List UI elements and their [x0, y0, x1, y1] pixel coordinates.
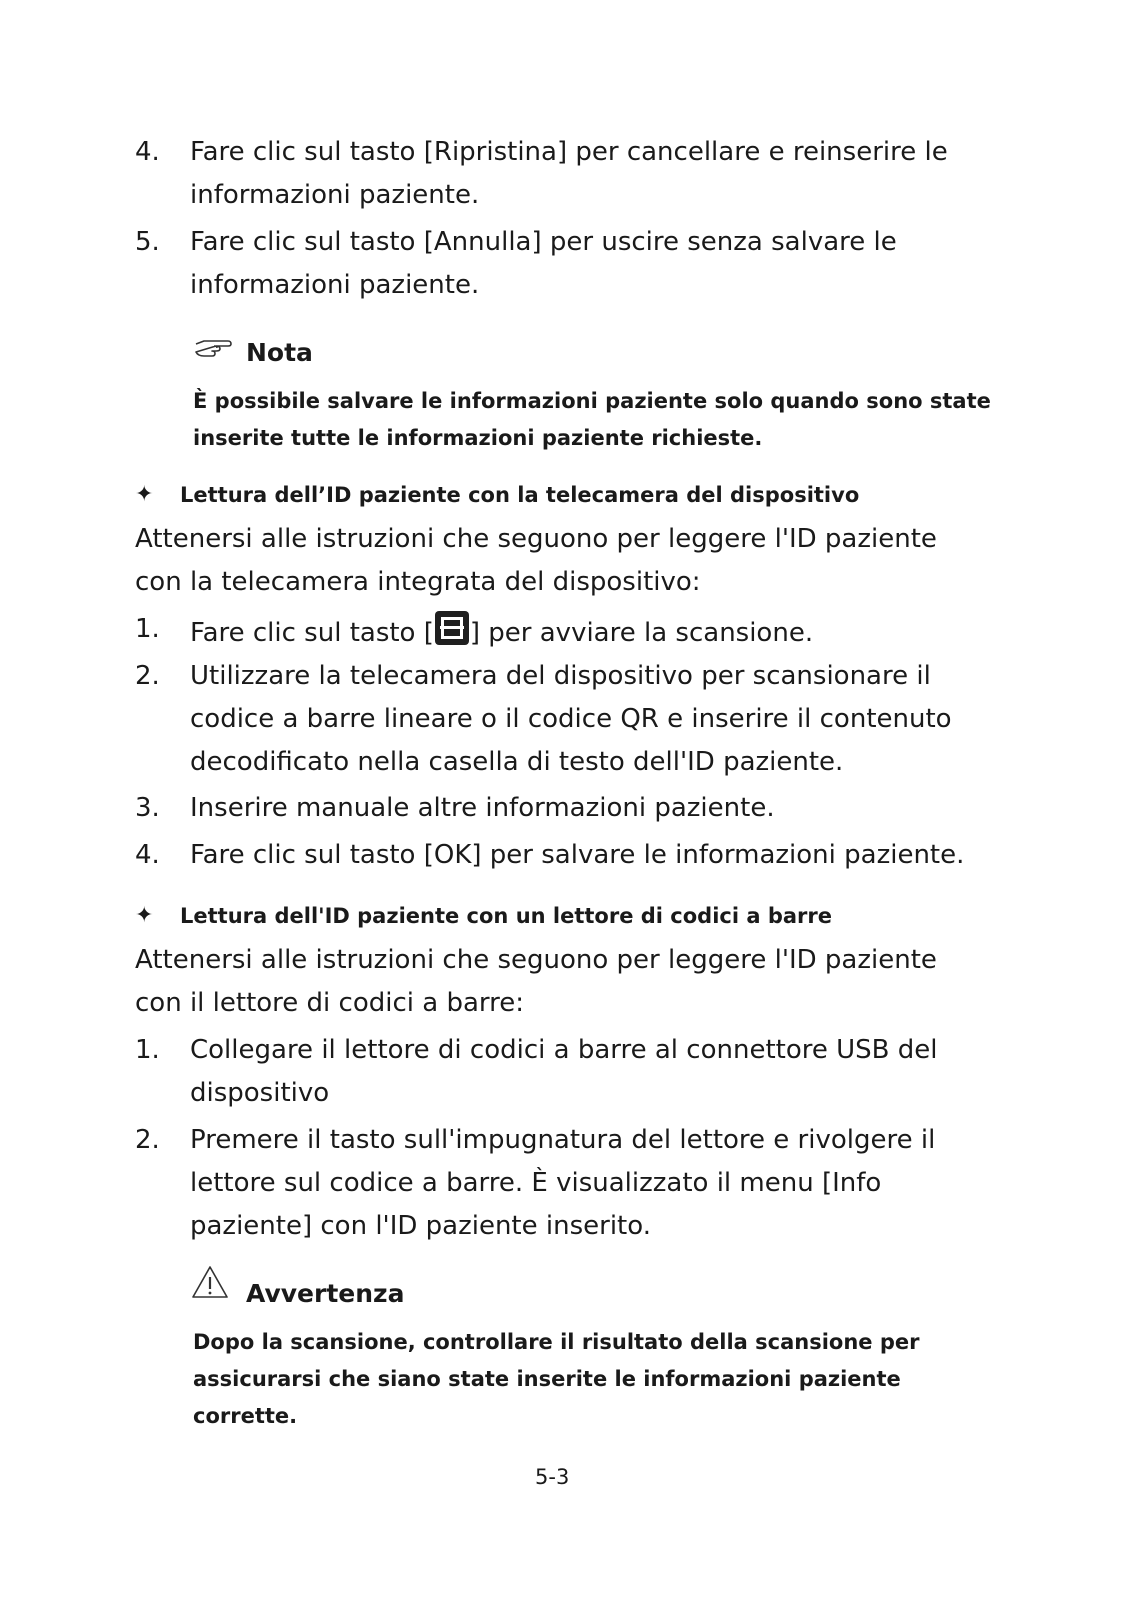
intro-text: Attenersi alle istruzioni che seguono per leggere l'ID paziente [135, 945, 937, 975]
list-number: 1. [135, 1035, 160, 1065]
list-item-text: Collegare il lettore di codici a barre al connettore USB del [190, 1035, 938, 1065]
list-item-text: Fare clic sul tasto [Annulla] per uscire senza salvare le [190, 227, 897, 257]
list-item-text: decodificato nella casella di testo dell'ID paziente. [190, 747, 844, 777]
list-item-text: Premere il tasto sull'impugnatura del lettore e rivolgere il [190, 1125, 936, 1155]
star-bullet-icon: ✦ [135, 903, 154, 928]
list-item-text: Inserire manuale altre informazioni paziente. [190, 793, 775, 823]
intro-text: con la telecamera integrata del dispositivo: [135, 567, 701, 597]
warning-text: Dopo la scansione, controllare il risultato della scansione per [193, 1330, 920, 1354]
page-number: 5-3 [535, 1465, 570, 1489]
intro-text: con il lettore di codici a barre: [135, 988, 524, 1018]
warning-text: corrette. [193, 1404, 298, 1428]
list-item-text: Fare clic sul tasto [OK] per salvare le informazioni paziente. [190, 840, 965, 870]
list-item-text: paziente] con l'ID paziente inserito. [190, 1211, 651, 1241]
section-heading: Lettura dell’ID paziente con la telecamera del dispositivo [180, 483, 860, 507]
list-number: 3. [135, 793, 160, 823]
warning-text: assicurarsi che siano state inserite le informazioni paziente [193, 1367, 901, 1391]
list-item-text [190, 611, 813, 651]
list-item-text: lettore sul codice a barre. È visualizzato il menu [Info [190, 1168, 882, 1198]
list-number: 4. [135, 137, 160, 167]
step-text-after: ] per avviare la scansione. [469, 618, 814, 648]
warning-triangle-icon [191, 1265, 229, 1299]
warning-title: Avvertenza [246, 1279, 405, 1308]
star-bullet-icon: ✦ [135, 482, 154, 507]
intro-text: Attenersi alle istruzioni che seguono per leggere l'ID paziente [135, 524, 937, 554]
list-item-text: informazioni paziente. [190, 180, 480, 210]
list-number: 5. [135, 227, 160, 257]
list-number: 2. [135, 1125, 160, 1155]
pointing-hand-icon [194, 336, 232, 358]
list-number: 2. [135, 661, 160, 691]
list-item-text: Utilizzare la telecamera del dispositivo per scansionare il [190, 661, 931, 691]
list-item-text: Fare clic sul tasto [Ripristina] per cancellare e reinserire le [190, 137, 948, 167]
list-item-text: dispositivo [190, 1078, 330, 1108]
note-text: È possibile salvare le informazioni paziente solo quando sono state [193, 389, 991, 413]
note-title: Nota [246, 338, 313, 367]
list-item-text: informazioni paziente. [190, 270, 480, 300]
step-text-before: Fare clic sul tasto [ [190, 618, 434, 648]
note-text: inserite tutte le informazioni paziente richieste. [193, 426, 763, 450]
list-number: 1. [135, 614, 160, 644]
list-number: 4. [135, 840, 160, 870]
section-heading: Lettura dell'ID paziente con un lettore di codici a barre [180, 904, 833, 928]
scan-icon [435, 611, 469, 645]
list-item-text: codice a barre lineare o il codice QR e inserire il contenuto [190, 704, 952, 734]
